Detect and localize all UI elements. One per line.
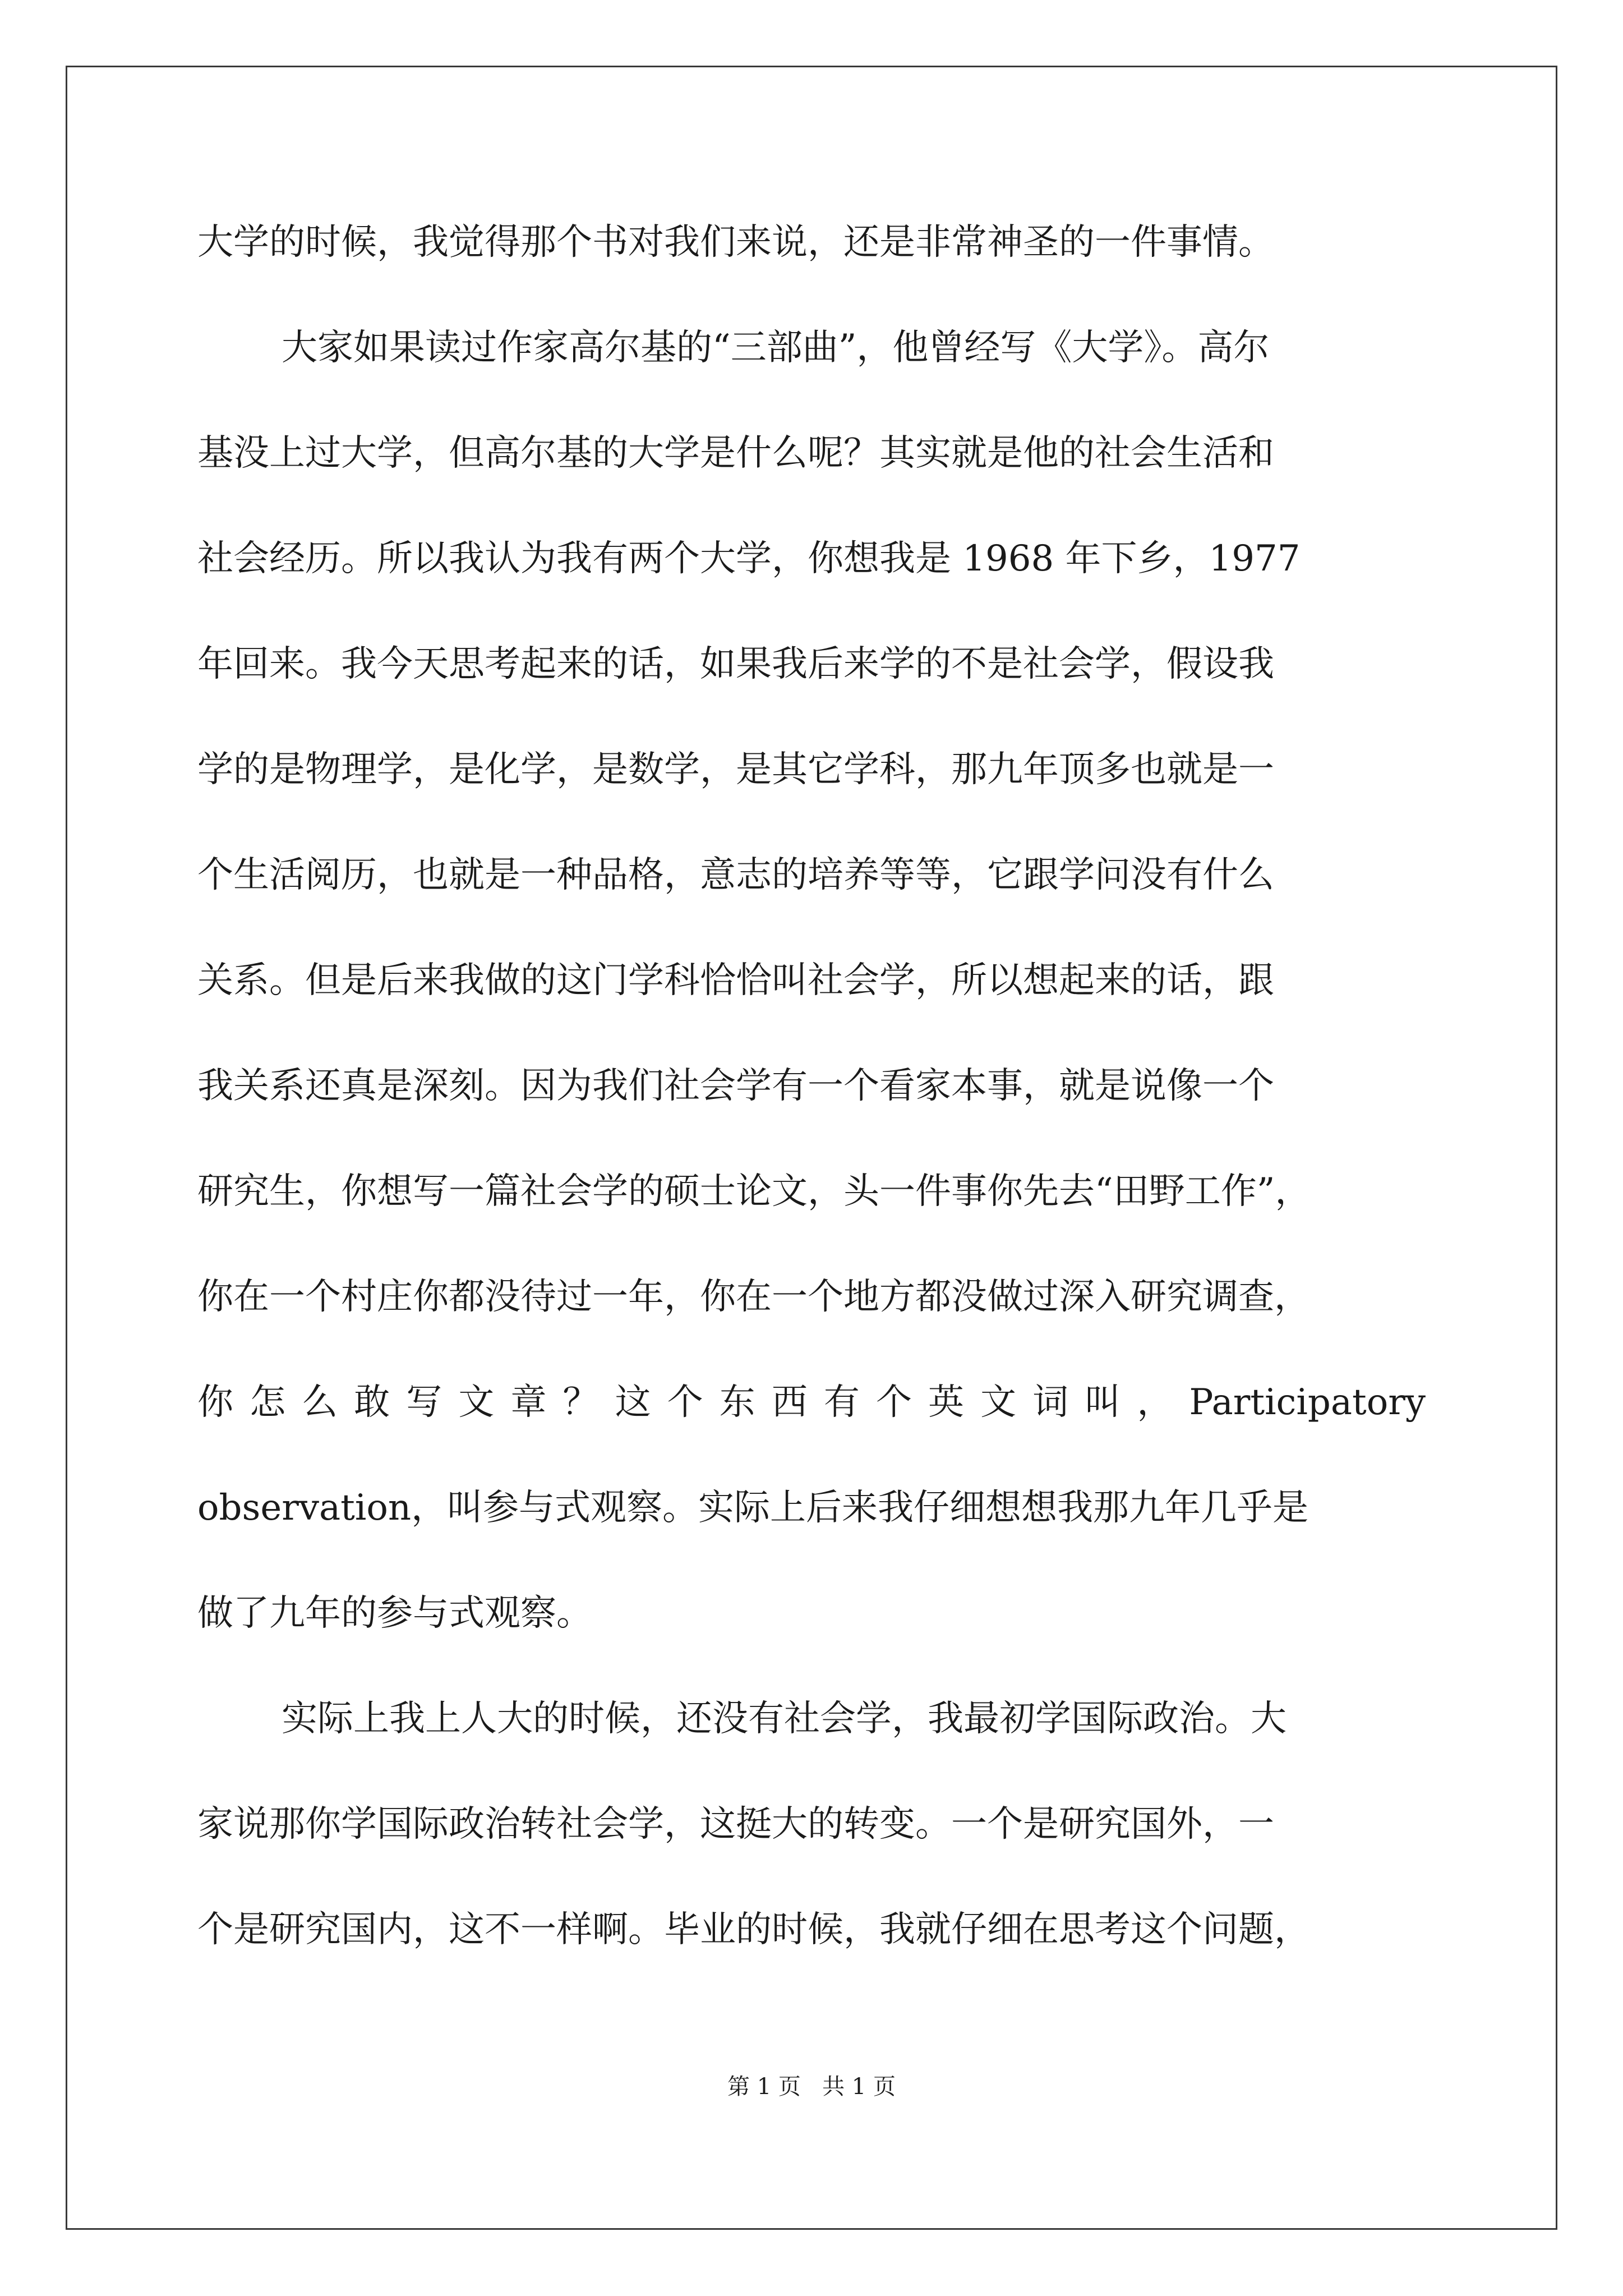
- text-line: 学的是物理学，是化学，是数学，是其它学科，那九年顶多也就是一: [197, 749, 1274, 790]
- text-line: 大家如果读过作家高尔基的“三部曲”，他曾经写《大学》。高尔: [282, 327, 1270, 369]
- text-line: 年回来。我今天思考起来的话，如果我后来学的不是社会学，假设我: [197, 643, 1274, 685]
- text-line: 做了九年的参与式观察。: [197, 1593, 592, 1634]
- text-line: 个是研究国内，这不一样啊。毕业的时候，我就仔细在思考这个问题，: [197, 1909, 1310, 1950]
- text-line: 个生活阅历，也就是一种品格，意志的培养等等，它跟学问没有什么: [197, 854, 1274, 896]
- text-line: 关系。但是后来我做的这门学科恰恰叫社会学，所以想起来的话，跟: [197, 960, 1274, 1001]
- text-line: 你在一个村庄你都没待过一年，你在一个地方都没做过深入研究调查，: [197, 1276, 1310, 1318]
- text-line: 实际上我上人大的时候，还没有社会学，我最初学国际政治。大: [282, 1698, 1287, 1740]
- page-number: 第 1 页: [727, 2074, 801, 2100]
- text-line: observation，叫参与式观察。实际上后来我仔细想想我那九年几乎是: [197, 1487, 1309, 1529]
- text-line: 大学的时候，我觉得那个书对我们来说，还是非常神圣的一件事情。: [197, 222, 1274, 263]
- text-line: 家说那你学国际政治转社会学，这挺大的转变。一个是研究国外，一: [197, 1803, 1274, 1845]
- text-line: 你怎么敢写文章？这个东西有个英文词叫，Participatory: [197, 1382, 1426, 1423]
- text-line: 基没上过大学，但高尔基的大学是什么呢？其实就是他的社会生活和: [197, 432, 1274, 474]
- page-footer: [0, 2070, 1623, 2104]
- page-total: 共 1 页: [822, 2074, 896, 2100]
- text-line: 研究生，你想写一篇社会学的硕士论文，头一件事你先去“田野工作”，: [197, 1171, 1311, 1212]
- text-line: 我关系还真是深刻。因为我们社会学有一个看家本事，就是说像一个: [197, 1065, 1274, 1107]
- text-line: 社会经历。所以我认为我有两个大学，你想我是 1968 年下乡，1977: [197, 538, 1301, 579]
